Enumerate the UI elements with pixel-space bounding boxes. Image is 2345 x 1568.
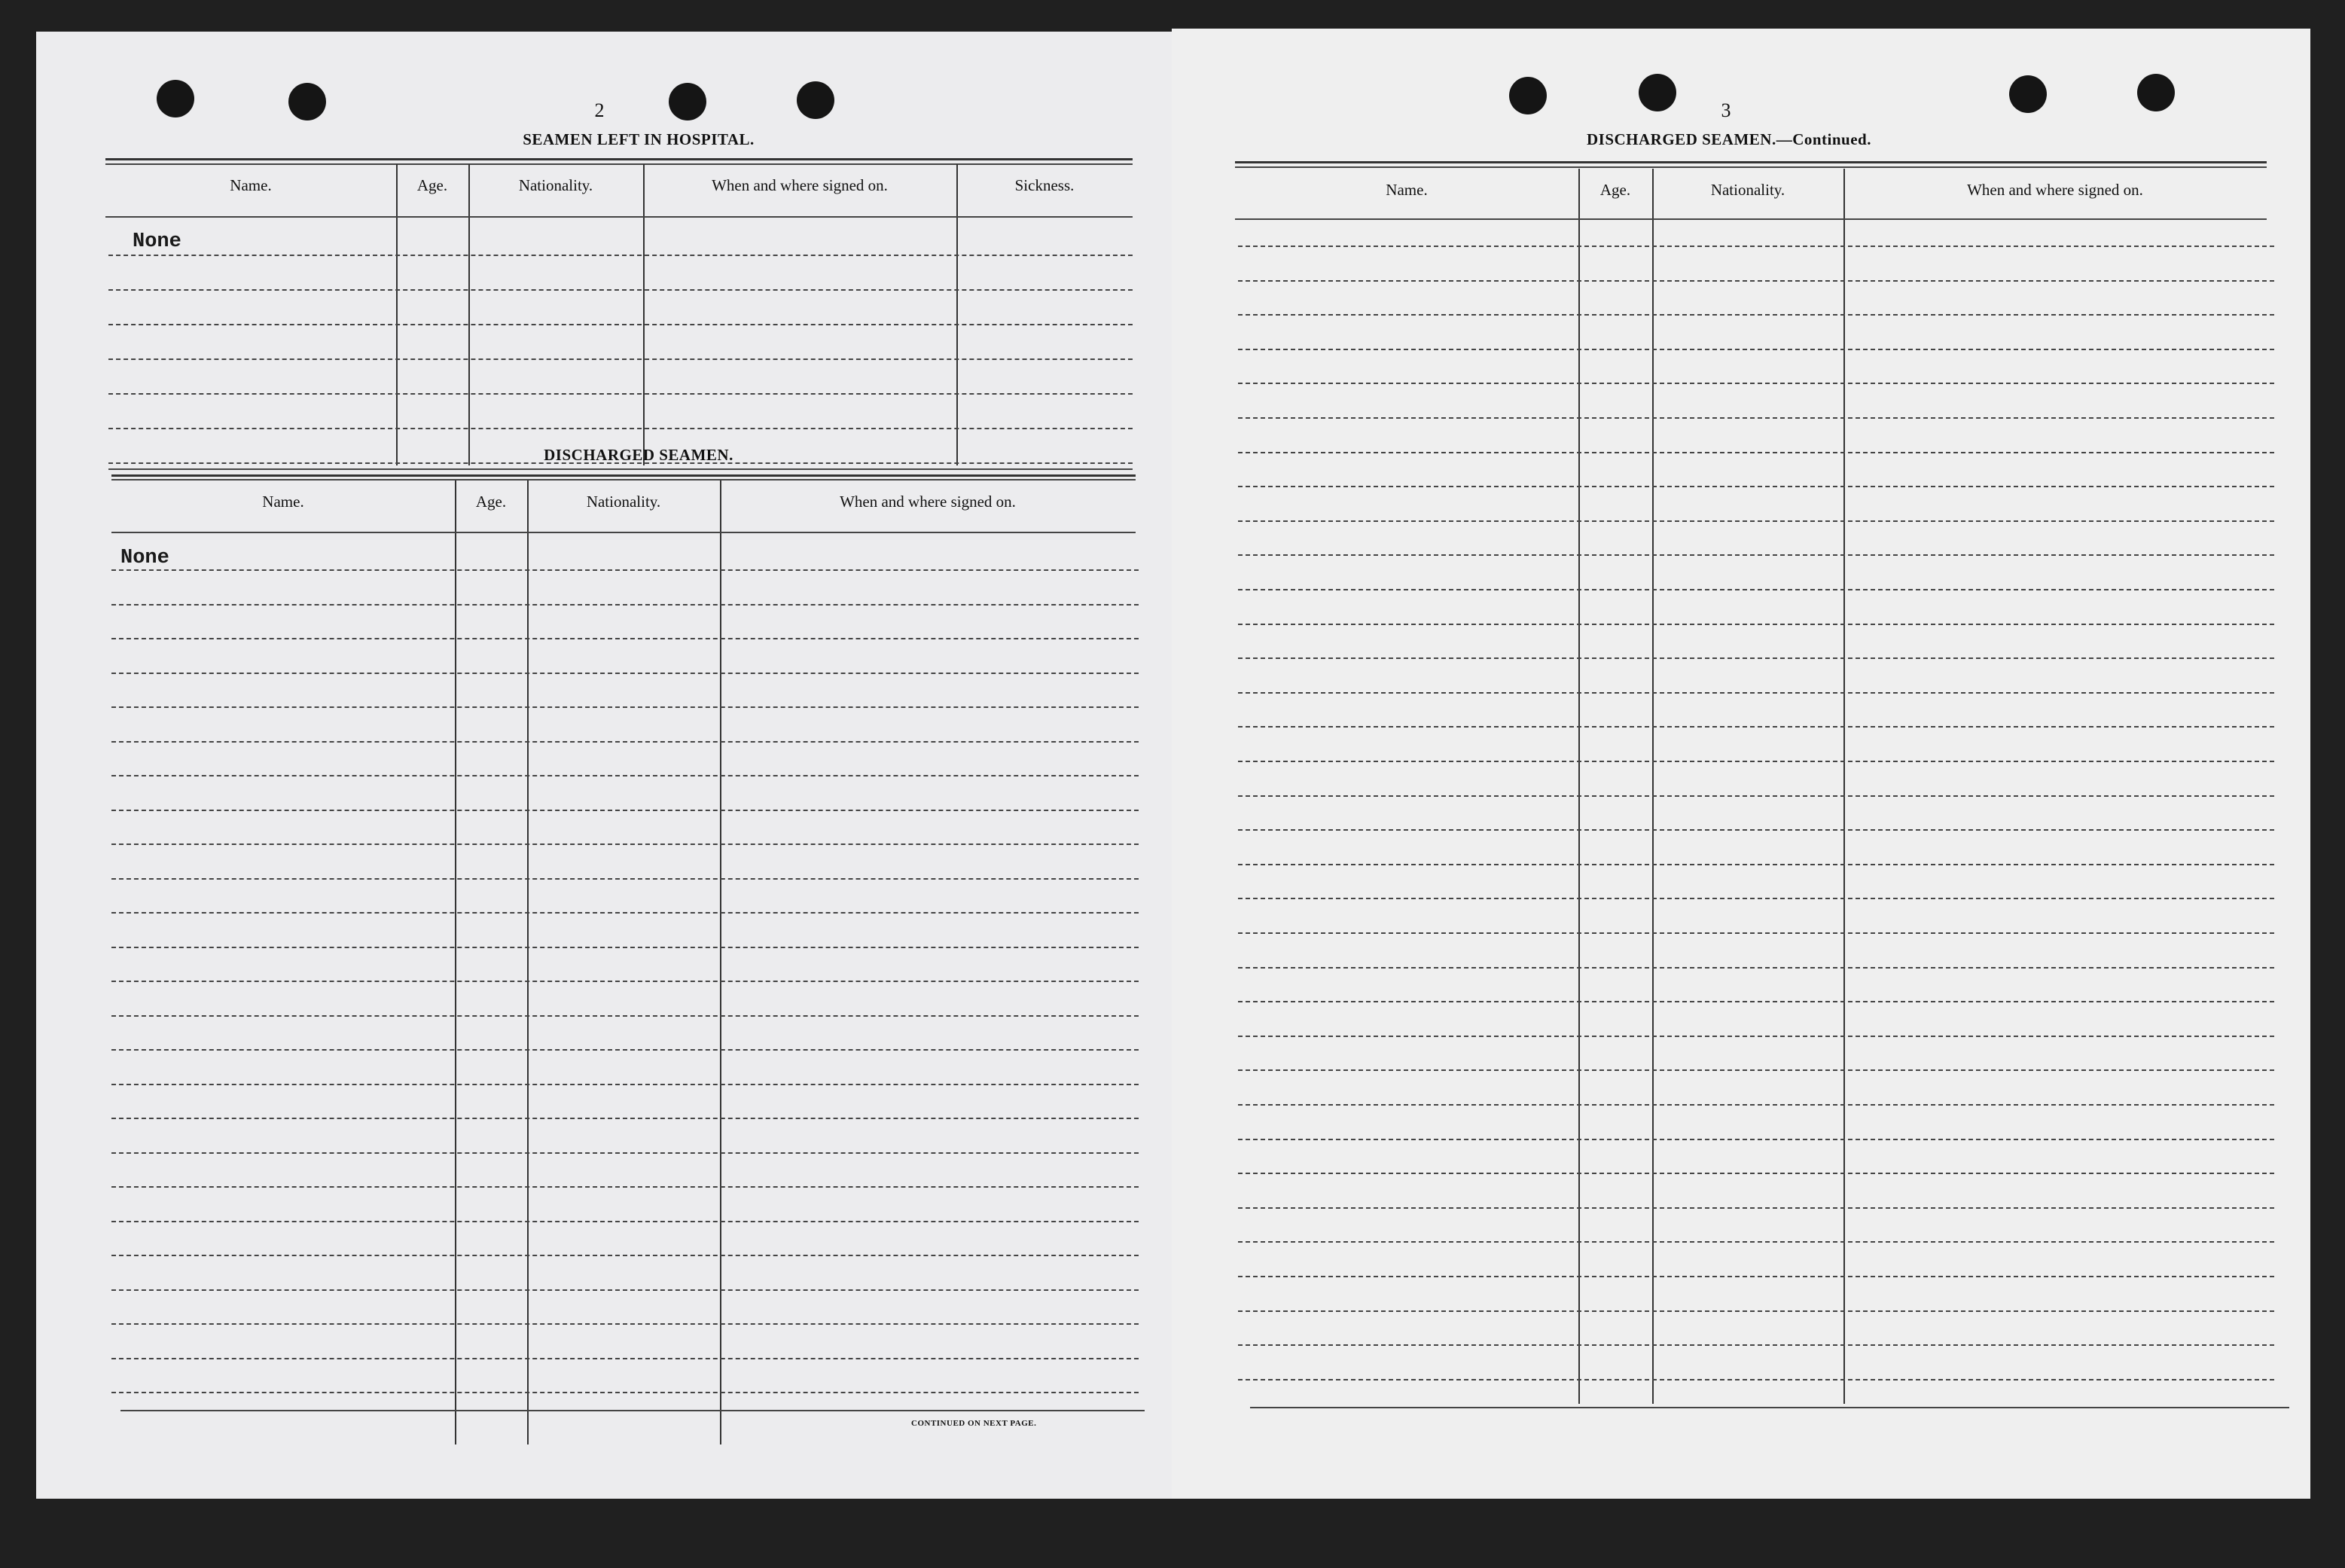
form-line <box>111 569 1139 571</box>
form-line <box>1238 932 2274 934</box>
form-line <box>1238 829 2274 831</box>
table-bottom-rule <box>1250 1407 2289 1408</box>
form-line <box>1238 1276 2274 1277</box>
form-line <box>1238 1379 2274 1380</box>
column-header-nationality: Nationality. <box>586 493 661 511</box>
form-line <box>111 706 1139 708</box>
column-divider <box>1652 169 1654 1404</box>
header-rule <box>1235 218 2267 220</box>
form-line <box>111 843 1139 845</box>
form-line <box>111 673 1139 674</box>
form-line <box>1238 864 2274 865</box>
form-line <box>1238 486 2274 487</box>
form-line <box>1238 967 2274 969</box>
column-header-name: Name. <box>1386 181 1428 199</box>
form-line <box>1238 1173 2274 1174</box>
form-line <box>111 1152 1139 1154</box>
form-line <box>1238 1069 2274 1071</box>
hospital-section-title: SEAMEN LEFT IN HOSPITAL. <box>523 130 755 148</box>
column-header-signed-on: When and where signed on. <box>840 493 1016 511</box>
form-line <box>1238 1241 2274 1243</box>
column-header-signed-on: When and where signed on. <box>712 176 888 194</box>
form-line <box>1238 1104 2274 1106</box>
form-line <box>111 912 1139 914</box>
form-line <box>111 1118 1139 1119</box>
form-line <box>1238 1139 2274 1140</box>
form-line <box>1238 280 2274 282</box>
form-line <box>111 878 1139 880</box>
form-line <box>1238 692 2274 694</box>
discharged-continued-title: DISCHARGED SEAMEN.—Continued. <box>1587 130 1871 148</box>
right-page <box>1172 29 2310 1499</box>
punch-hole <box>2137 74 2175 111</box>
column-header-signed-on: When and where signed on. <box>1967 181 2143 199</box>
form-line <box>1238 1036 2274 1037</box>
form-line <box>111 810 1139 811</box>
form-line <box>1238 452 2274 453</box>
form-line <box>1238 1310 2274 1312</box>
form-line <box>1238 383 2274 384</box>
column-divider <box>1578 169 1580 1404</box>
form-line <box>111 1289 1139 1291</box>
hospital-entry-name: None <box>133 230 181 253</box>
form-line <box>1238 624 2274 625</box>
column-divider <box>720 480 721 1444</box>
column-header-name: Name. <box>230 176 272 194</box>
column-header-age: Age. <box>475 493 507 511</box>
form-line <box>1238 520 2274 522</box>
table-top-rule <box>1235 161 2267 163</box>
column-header-name: Name. <box>262 493 304 511</box>
column-header-nationality: Nationality. <box>1710 181 1785 199</box>
form-line <box>111 1049 1139 1051</box>
form-line <box>1238 1207 2274 1209</box>
header-rule <box>111 532 1136 533</box>
punch-hole <box>1639 74 1676 111</box>
form-line <box>111 604 1139 606</box>
form-line <box>1238 554 2274 556</box>
left-discharged-body <box>36 32 1172 1499</box>
form-line <box>111 1015 1139 1017</box>
form-line <box>1238 589 2274 590</box>
form-line <box>111 775 1139 776</box>
continued-note: CONTINUED ON NEXT PAGE. <box>911 1419 1037 1428</box>
column-header-nationality: Nationality. <box>518 176 593 194</box>
column-header-sickness: Sickness. <box>1014 176 1075 194</box>
form-line <box>1238 726 2274 728</box>
column-divider <box>1843 169 1845 1404</box>
form-line <box>1238 761 2274 762</box>
punch-hole <box>1509 77 1547 114</box>
column-divider <box>527 480 529 1444</box>
form-line <box>111 638 1139 639</box>
form-line <box>111 981 1139 982</box>
column-divider <box>455 480 456 1444</box>
discharged-section-title: DISCHARGED SEAMEN. <box>544 446 733 464</box>
punch-hole <box>2009 75 2047 113</box>
form-line <box>1238 1001 2274 1002</box>
form-line <box>111 1221 1139 1222</box>
form-line <box>111 741 1139 743</box>
form-line <box>111 1255 1139 1256</box>
form-line <box>111 1358 1139 1359</box>
page-number: 2 <box>594 99 605 121</box>
form-line <box>111 947 1139 948</box>
column-header-age: Age. <box>416 176 448 194</box>
form-line <box>1238 795 2274 797</box>
form-line <box>111 1392 1139 1393</box>
form-line <box>1238 657 2274 659</box>
column-header-age: Age. <box>1599 181 1631 199</box>
form-line <box>1238 898 2274 899</box>
table-bottom-rule <box>120 1410 1145 1411</box>
table-top-rule <box>1235 166 2267 168</box>
page-number: 3 <box>1721 99 1731 121</box>
form-line <box>111 1084 1139 1085</box>
discharged-entry-name: None <box>120 547 169 569</box>
form-line <box>1238 349 2274 350</box>
form-line <box>111 1323 1139 1325</box>
form-line <box>1238 314 2274 316</box>
form-line <box>111 1186 1139 1188</box>
form-line <box>1238 246 2274 247</box>
form-line <box>1238 1344 2274 1346</box>
form-line <box>1238 417 2274 419</box>
